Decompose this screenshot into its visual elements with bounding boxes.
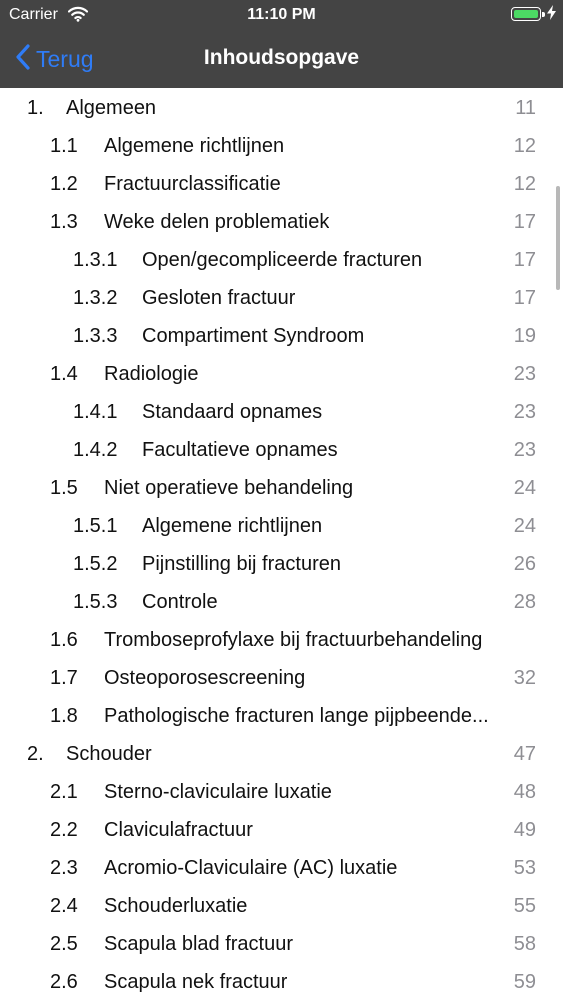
toc-page-number: 23 [513,363,536,385]
toc-title: Gesloten fractuur [142,287,296,309]
toc-page-number: 32 [513,667,536,689]
toc-row[interactable] [0,393,563,431]
back-label: Terug [36,45,94,72]
toc-page-number: 23 [513,439,536,461]
toc-number: 2.4 [50,895,78,917]
toc-title: Weke delen problematiek [104,211,330,233]
toc-row[interactable] [0,659,563,697]
toc-page-number: 26 [513,553,536,575]
toc-title: Facultatieve opnames [142,439,338,461]
toc-page-number: 58 [513,933,536,955]
toc-row[interactable] [0,431,563,469]
carrier-label: Carrier [9,6,58,23]
toc-number: 1.4.1 [73,401,118,423]
toc-title: Schouder [66,743,152,765]
toc-title: Algemene richtlijnen [104,135,285,157]
toc-number: 1.8 [50,705,78,727]
toc-number: 1.6 [50,629,78,651]
toc-title: Claviculafractuur [104,819,253,841]
toc-row[interactable] [0,887,563,925]
toc-page-number: 24 [513,515,536,537]
toc-number: 1.5.2 [73,553,118,575]
toc-number: 2.3 [50,857,78,879]
toc-page-number: 23 [513,401,536,423]
toc-number: 1.4 [50,363,78,385]
toc-page-number: 12 [513,135,536,157]
toc-title: Controle [142,591,218,613]
toc-number: 1.5 [50,477,78,499]
toc-number: 1.2 [50,173,78,195]
toc-page-number: 55 [513,895,536,917]
toc-page-number: 17 [513,287,536,309]
toc-page-number: 28 [513,591,536,613]
toc-page-number: 24 [513,477,536,499]
toc-row[interactable] [0,773,563,811]
toc-row[interactable] [0,621,563,659]
status-bar [0,0,563,30]
toc-title: Scapula nek fractuur [104,971,288,993]
toc-number: 1.3.3 [73,325,118,347]
toc-title: Acromio-Claviculaire (AC) luxatie [104,857,398,879]
toc-title: Scapula blad fractuur [104,933,294,955]
toc-number: 1. [27,97,44,119]
toc-row[interactable] [0,925,563,963]
toc-number: 1.3.2 [73,287,118,309]
toc-number: 2.1 [50,781,78,803]
toc-page-number: 49 [513,819,536,841]
toc-number: 1.3 [50,211,78,233]
toc-row[interactable] [0,127,563,165]
toc-row[interactable] [0,469,563,507]
toc-row[interactable] [0,811,563,849]
toc-page-number: 11 [515,97,536,119]
toc-title: Niet operatieve behandeling [104,477,354,499]
toc-page-number: 17 [513,211,536,233]
status-time: 11:10 PM [247,6,316,23]
toc-page-number: 48 [513,781,536,803]
toc-row[interactable] [0,849,563,887]
toc-page-number: 17 [513,249,536,271]
toc-title: Pijnstilling bij fracturen [142,553,341,575]
toc-number: 2. [27,743,44,765]
toc-title: Standaard opnames [142,401,323,423]
toc-row[interactable] [0,165,563,203]
navigation-bar [0,30,563,88]
toc-row[interactable] [0,241,563,279]
toc-number: 1.7 [50,667,78,689]
toc-title: Radiologie [104,363,199,385]
toc-title: Schouderluxatie [104,895,248,917]
page-title: Inhoudsopgave [203,46,360,69]
toc-number: 1.1 [50,135,78,157]
toc-row[interactable] [0,203,563,241]
toc-page-number: 19 [513,325,536,347]
toc-page-number: 59 [513,971,536,993]
toc-title: Tromboseprofylaxe bij fractuurbehandeling [104,629,483,651]
toc-title: Open/gecompliceerde fracturen [142,249,423,271]
toc-row[interactable] [0,89,563,127]
toc-number: 1.3.1 [73,249,118,271]
toc-list[interactable] [0,88,563,1000]
toc-title: Fractuurclassificatie [104,173,281,195]
toc-row[interactable] [0,507,563,545]
toc-row[interactable] [0,735,563,773]
toc-row[interactable] [0,279,563,317]
toc-row[interactable] [0,355,563,393]
battery-level [514,10,538,18]
toc-page-number: 12 [513,173,536,195]
toc-number: 2.2 [50,819,78,841]
bolt-icon [547,5,556,25]
toc-row[interactable] [0,583,563,621]
toc-row[interactable] [0,545,563,583]
toc-title: Algemene richtlijnen [142,515,323,537]
toc-title: Compartiment Syndroom [142,325,365,347]
battery-icon [511,7,541,21]
toc-page-number: 53 [513,857,536,879]
toc-title: Pathologische fracturen lange pijpbeende... [104,705,489,727]
toc-title: Osteoporosescreening [104,667,306,689]
toc-row[interactable] [0,963,563,1000]
toc-number: 1.5.1 [73,515,118,537]
toc-number: 2.5 [50,933,78,955]
toc-number: 1.5.3 [73,591,118,613]
battery-cap [542,12,545,17]
toc-page-number: 47 [513,743,536,765]
toc-number: 1.4.2 [73,439,118,461]
toc-title: Algemeen [66,97,157,119]
toc-number: 2.6 [50,971,78,993]
toc-row[interactable] [0,317,563,355]
toc-title: Sterno-claviculaire luxatie [104,781,332,803]
toc-row[interactable] [0,697,563,735]
